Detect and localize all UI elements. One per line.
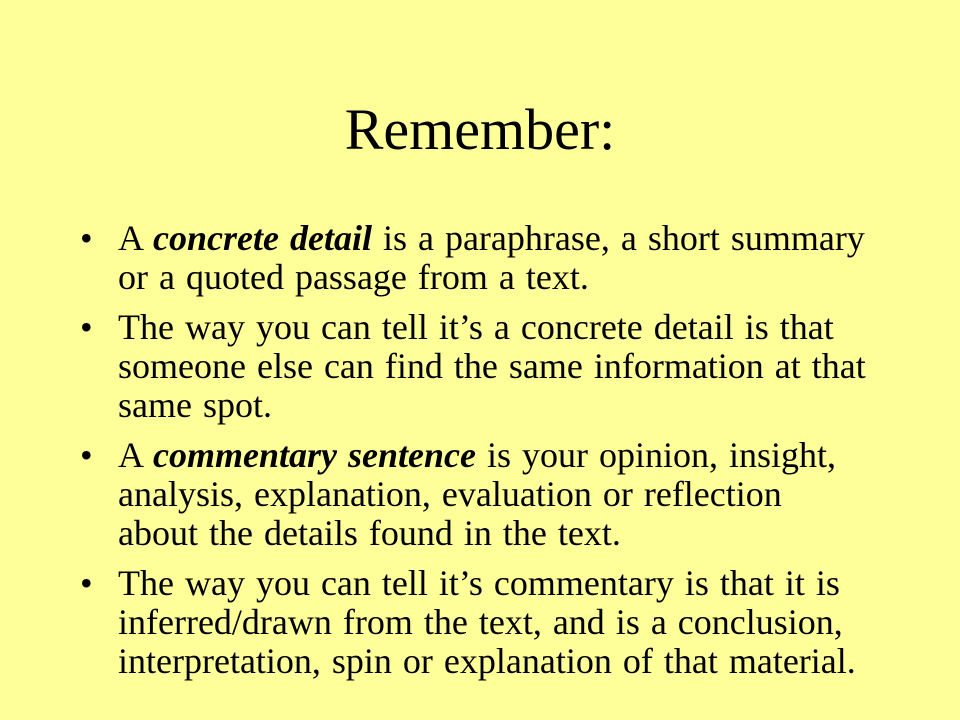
bullet-line: someone else can find the same information at that xyxy=(118,346,866,386)
bullet-item xyxy=(80,564,940,681)
bullet-line xyxy=(118,219,940,258)
emphasized-term: concrete detail xyxy=(153,218,372,258)
bullet-text: is a paraphrase, a short summary xyxy=(371,218,865,258)
bullet-text: A xyxy=(118,435,154,475)
bullet-icon: • xyxy=(80,307,93,347)
bullet-line: analysis, explanation, evaluation or reflection xyxy=(118,474,782,514)
bullet-item xyxy=(80,219,940,297)
bullet-line xyxy=(118,436,940,475)
bullet-line: about the details found in the text. xyxy=(118,513,621,553)
bullet-line: or a quoted passage from a text. xyxy=(118,257,589,297)
emphasized-term: commentary sentence xyxy=(153,435,476,475)
slide-title: Remember: xyxy=(344,97,616,162)
bullet-line: inferred/drawn from the text, and is a conclusion, xyxy=(118,602,843,642)
bullet-icon: • xyxy=(80,218,93,258)
bullet-icon: • xyxy=(80,563,93,603)
bullet-line: same spot. xyxy=(118,385,272,425)
bullet-item xyxy=(80,436,940,553)
bullet-line: interpretation, spin or explanation of that material. xyxy=(118,641,856,681)
bullet-list xyxy=(80,219,940,692)
bullet-text: A xyxy=(118,218,154,258)
bullet-item xyxy=(80,308,940,425)
bullet-text: is your opinion, insight, xyxy=(475,435,836,475)
bullet-line: The way you can tell it’s a concrete detail is that xyxy=(118,307,834,347)
bullet-line: The way you can tell it’s commentary is that it is xyxy=(118,563,840,603)
bullet-icon: • xyxy=(80,435,93,475)
